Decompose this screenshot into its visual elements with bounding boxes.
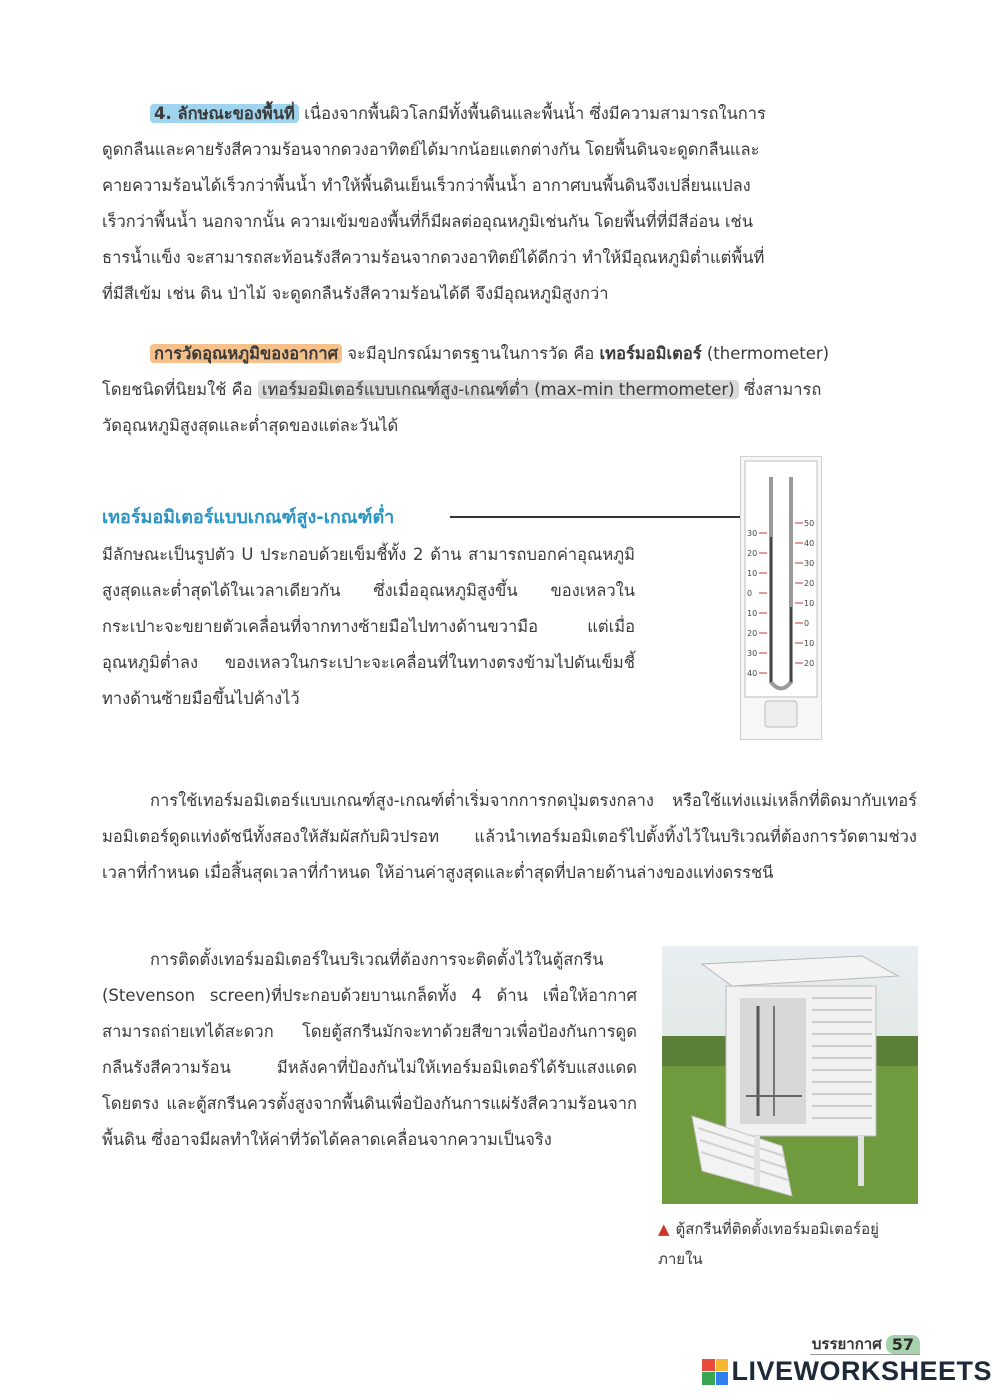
- section4-line: ดูดกลืนและคายรังสีความร้อนจากดวงอาทิตย์ได้มากน้อยแตกต่างกัน โดยพื้นดินจะดูดกลืนและ: [102, 140, 760, 159]
- screen-text: การติดตั้งเทอร์มอมิเตอร์ในบริเวณที่ต้องการจะติดตั้งไว้ในตู้สกรีน (Stevenson screen)ที่ประกอบด้วยบานเกล็ดทั้ง 4 ด้าน เพื่อให้อากาศสามารถถ่ายเทได้สะดวก โดยตู้สกรีนมักจะทาด้วยสีขาวเพื่อป้องกันการดูดกลืนรังสีความร้อน มีหลังคาที่ป้องกันไม่ให้เทอร์มอมิเตอร์ได้รับแสงแดดโดยตรง และตู้สกรีนควรตั้งสูงจากพื้นดินเพื่อป้องกันการแผ่รังสีความร้อนจากพื้นดิน ซึ่งอาจมีผลทำให้ค่าที่วัดได้คลาดเคลื่อนจากความเป็นจริง: [102, 950, 637, 1149]
- scale-left-label: 40: [747, 669, 758, 678]
- scale-left-label: 20: [747, 629, 758, 638]
- section4-line: ธารน้ำแข็ง จะสามารถสะท้อนรังสีความร้อนจากดวงอาทิตย์ได้ดีกว่า ทำให้มีอุณหภูมิต่ำแต่พื้นที่: [102, 248, 765, 267]
- scale-right-label: 50: [804, 519, 815, 528]
- scale-left-label: 30: [747, 649, 758, 658]
- triangle-icon: ▲: [658, 1220, 670, 1238]
- measure-heading: การวัดอุณหภูมิของอากาศ: [150, 344, 342, 363]
- measure-text: ซึ่งสามารถ: [738, 380, 822, 399]
- measure-text: วัดอุณหภูมิสูงสุดและต่ำสุดของแต่ละวันได้: [102, 416, 399, 435]
- scale-right-label: 40: [804, 539, 815, 548]
- section4-line: คายความร้อนได้เร็วกว่าพื้นน้ำ ทำให้พื้นดินเย็นเร็วกว่าพื้นน้ำ อากาศบนพื้นดินจึงเปลี่ยนแปลง: [102, 176, 751, 195]
- max-min-term: เทอร์มอมิเตอร์แบบเกณฑ์สูง-เกณฑ์ต่ำ (max-min thermometer): [258, 380, 739, 399]
- measure-text: โดยชนิดที่นิยมใช้ คือ: [102, 380, 258, 399]
- section4-heading: 4. ลักษณะของพื้นที่: [150, 104, 299, 123]
- callout-line: [450, 516, 740, 518]
- scale-right-label: 10: [804, 599, 815, 608]
- scale-left-label: 20: [747, 549, 758, 558]
- thermometer-term: เทอร์มอมิเตอร์: [599, 344, 702, 363]
- section4-line: เนื่องจากพื้นผิวโลกมีทั้งพื้นดินและพื้นน้ำ ซึ่งมีความสามารถในการ: [298, 104, 766, 123]
- photo-caption: [658, 1214, 920, 1274]
- thermometer-title: เทอร์มอมิเตอร์แบบเกณฑ์สูง-เกณฑ์ต่ำ: [102, 507, 395, 528]
- footer-divider: [810, 1354, 920, 1355]
- chapter-label: บรรยากาศ: [811, 1335, 882, 1353]
- scale-left-label: 0: [747, 589, 753, 598]
- scale-right-label: 20: [804, 579, 815, 588]
- usage-text: การใช้เทอร์มอมิเตอร์แบบเกณฑ์สูง-เกณฑ์ต่ำเริ่มจากการกดปุ่มตรงกลาง หรือใช้แท่งแม่เหล็กที่ติดมากับเทอร์มอมิเตอร์ดูดแท่งดัชนีทั้งสองให้สัมผัสกับผิวปรอท แล้วนำเทอร์มอมิเตอร์ไปตั้งทิ้งไว้ในบริเวณที่ต้องการวัดตามช่วงเวลาที่กำหนด เมื่อสิ้นสุดเวลาที่กำหนด ให้อ่านค่าสูงสุดและต่ำสุดที่ปลายด้านล่างของแท่งดรรชนี: [102, 791, 917, 882]
- measure-text: (thermometer): [701, 344, 830, 363]
- page-number: 57: [886, 1335, 920, 1354]
- screen-paragraph: [102, 942, 637, 1158]
- brand-logo-icon: [702, 1359, 728, 1385]
- scale-left-label: 30: [747, 529, 758, 538]
- scale-right-label: 10: [804, 639, 815, 648]
- scale-right-label: 0: [804, 619, 810, 628]
- thermometer-description: มีลักษณะเป็นรูปตัว U ประกอบด้วยเข็มชี้ทั้ง 2 ด้าน สามารถบอกค่าอุณหภูมิสูงสุดและต่ำสุดได้ในเวลาเดียวกัน ซึ่งเมื่ออุณหภูมิสูงขึ้น ของเหลวในกระเปาะจะขยายตัวเคลื่อนที่จากทางซ้ายมือไปทางด้านขวามือ แต่เมื่ออุณหภูมิต่ำลง ของเหลวในกระเปาะจะเคลื่อนที่ในทางตรงข้ามไปดันเข็มชี้ทางด้านซ้ายมือขึ้นไปค้างไว้: [102, 545, 635, 708]
- usage-paragraph: [102, 783, 917, 891]
- scale-right-label: 30: [804, 559, 815, 568]
- brand-name: LIVEWORKSHEETS: [731, 1356, 992, 1386]
- section4-line: ที่มีสีเข้ม เช่น ดิน ป่าไม้ จะดูดกลืนรังสีความร้อนได้ดี จึงมีอุณหภูมิสูงกว่า: [102, 284, 609, 303]
- scale-right-label: 20: [804, 659, 815, 668]
- scale-left-label: 10: [747, 569, 758, 578]
- section4-paragraph: [102, 96, 917, 312]
- stevenson-screen-photo: [662, 946, 918, 1204]
- page-footer: [812, 1332, 920, 1356]
- measure-paragraph: [102, 336, 917, 444]
- liveworksheets-logo[interactable]: [702, 1356, 992, 1387]
- section4-line: เร็วกว่าพื้นน้ำ นอกจากนั้น ความเข้มของพื้นที่ก็มีผลต่ออุณหภูมิเช่นกัน โดยพื้นที่ที่มีสีอ่อน เช่น: [102, 212, 753, 231]
- caption-text: ตู้สกรีนที่ติดตั้งเทอร์มอมิเตอร์อยู่ภายใน: [658, 1220, 879, 1268]
- max-min-thermometer-image: [740, 456, 822, 740]
- measure-text: จะมีอุปกรณ์มาตรฐานในการวัด คือ: [342, 344, 600, 363]
- scale-left-label: 10: [747, 609, 758, 618]
